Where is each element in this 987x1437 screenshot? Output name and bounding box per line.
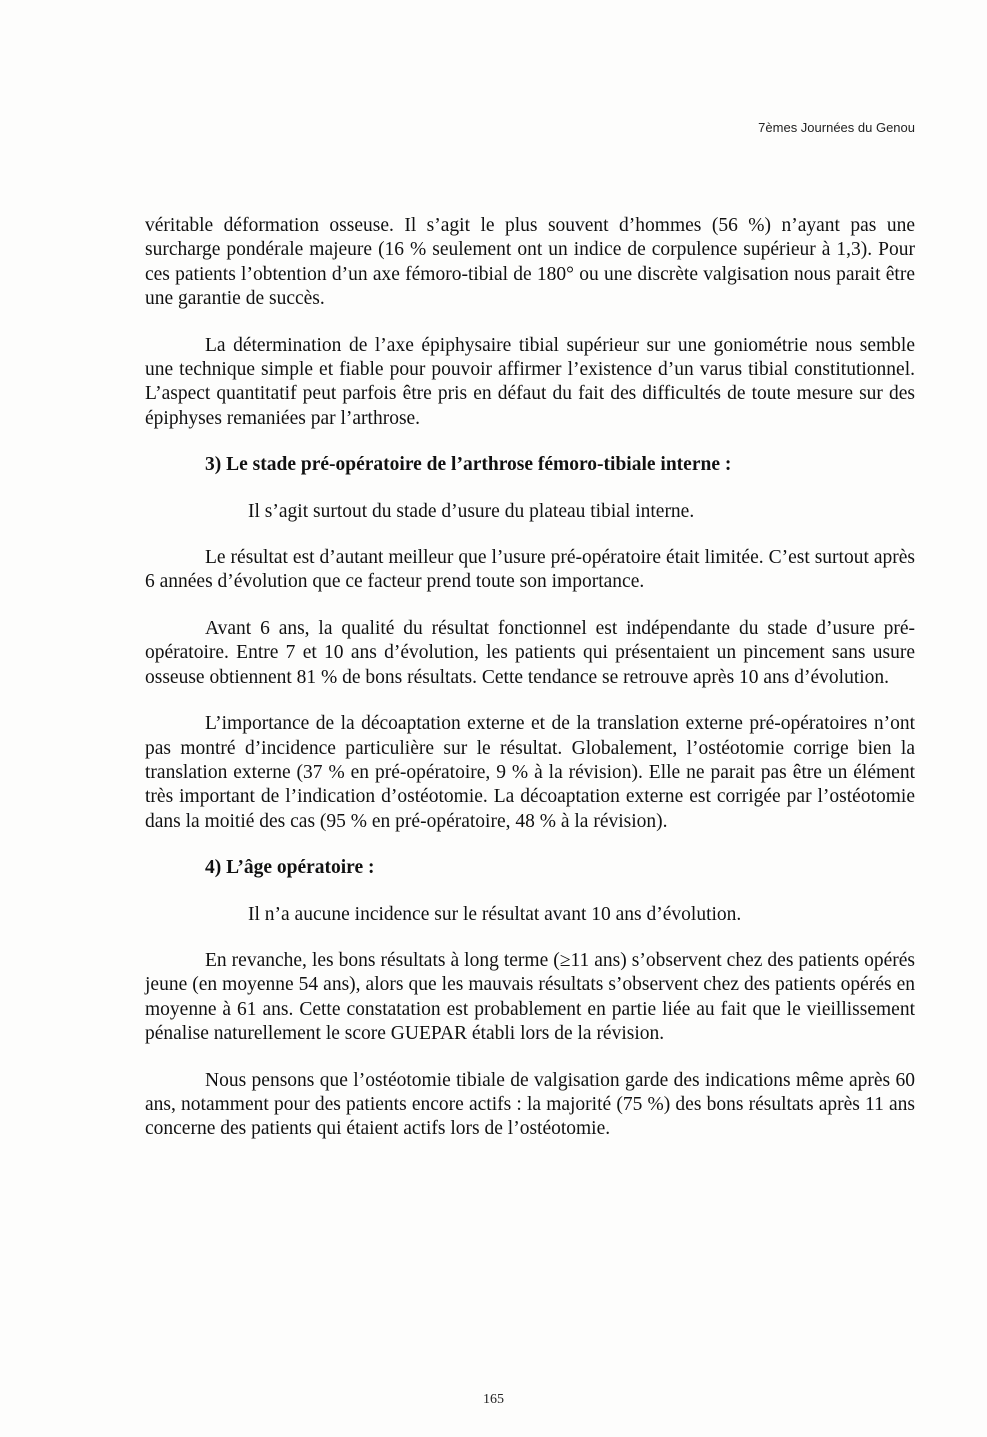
page-number: 165 bbox=[483, 1392, 504, 1407]
section-heading: 3) Le stade pré-opératoire de l’arthrose fémoro-tibiale interne : bbox=[205, 454, 732, 476]
body-text bbox=[145, 214, 915, 1142]
paragraph: Avant 6 ans, la qualité du résultat fonctionnel est indépendante du stade d’usure pré-opératoire. Entre 7 et 10 ans d’évolution, les patients qui présentaient un pincement sans usure osseuse obtiennent 81 % de bons résultats. Cette tendance se retrouve après 10 ans d’évolution. bbox=[145, 617, 915, 688]
paragraph: La détermination de l’axe épiphysaire tibial supérieur sur une goniométrie nous semble une technique simple et fiable pour pouvoir affirmer l’existence d’un varus tibial constitutionnel. L’aspect quantitatif peut parfois être pris en défaut du fait des difficultés de toute mesure sur des épiphyses remaniées par l’arthrose. bbox=[145, 334, 915, 429]
paragraph: En revanche, les bons résultats à long terme (≥11 ans) s’observent chez des patients opérés jeune (en moyenne 54 ans), alors que les mauvais résultats s’observent chez des patients opérés en moyenne à 61 ans. Cette constatation est probablement en partie liée au fait que le vieillissement pénalise naturellement le score GUEPAR établi lors de la révision. bbox=[145, 949, 915, 1045]
paragraph: L’importance de la décoaptation externe et de la translation externe pré-opératoires n’ont pas montré d’incidence particulière sur le résultat. Globalement, l’ostéotomie corrige bien la translation externe (37 % en pré-opératoire, 9 % à la révision). Elle ne parait pas être un élément très important de l’indication d’ostéotomie. La décoaptation externe est corrigée par l’ostéotomie dans la moitié des cas (95 % en pré-opératoire, 48 % à la révision). bbox=[145, 713, 915, 832]
paragraph: Nous pensons que l’ostéotomie tibiale de valgisation garde des indications même après 60 ans, notamment pour des patients encore actifs : la majorité (75 %) des bons résultats après 11 ans concerne des patients qui étaient actifs lors de l’ostéotomie. bbox=[145, 1069, 915, 1140]
paragraph: Il s’agit surtout du stade d’usure du plateau tibial interne. bbox=[248, 500, 695, 522]
paragraph: Il n’a aucune incidence sur le résultat avant 10 ans d’évolution. bbox=[248, 903, 742, 925]
paragraph: Le résultat est d’autant meilleur que l’usure pré-opératoire était limitée. C’est surtout après 6 années d’évolution que ce facteur prend toute son importance. bbox=[145, 547, 915, 593]
section-heading: 4) L’âge opératoire : bbox=[205, 857, 375, 879]
running-header: 7èmes Journées du Genou bbox=[758, 120, 915, 135]
paragraph: véritable déformation osseuse. Il s’agit le plus souvent d’hommes (56 %) n’ayant pas une surcharge pondérale majeure (16 % seulement ont un indice de corpulence supérieur à 1,3). Pour ces patients l’obtention d’un axe fémoro-tibial de 180° ou une discrète valgisation nous parait être une garantie de succès. bbox=[145, 215, 915, 310]
